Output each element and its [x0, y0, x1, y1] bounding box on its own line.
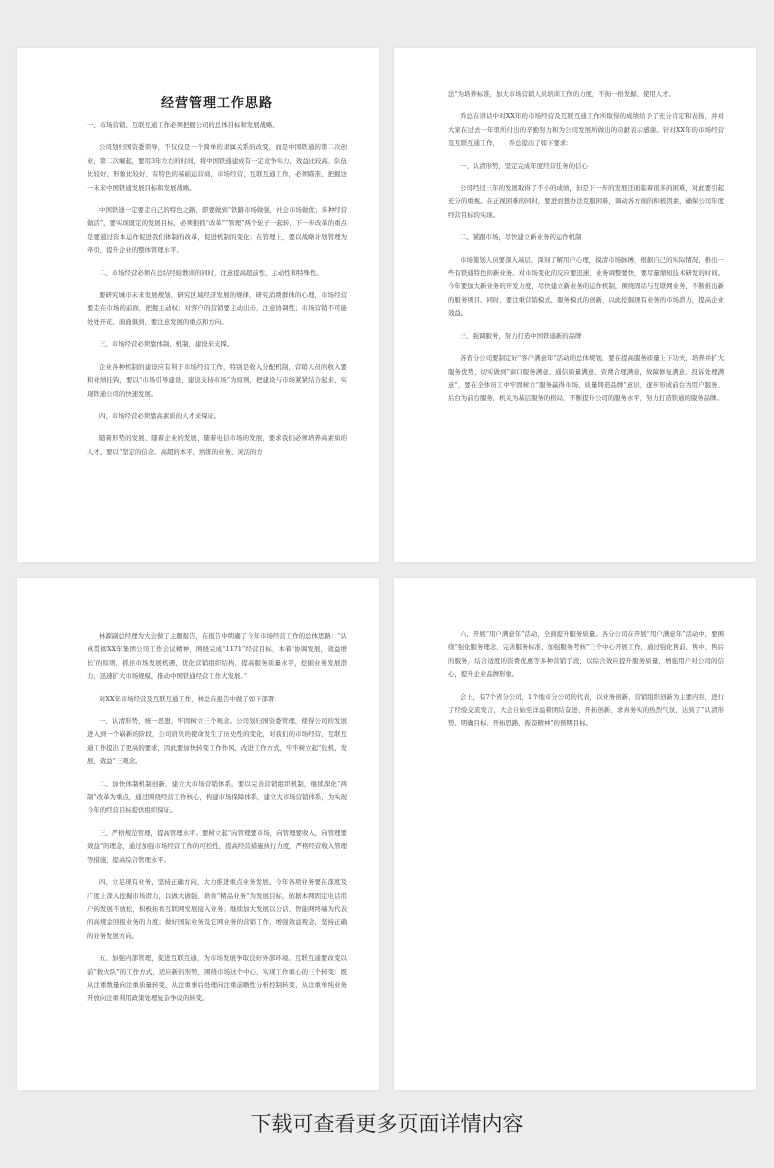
paragraph: 乔总在讲话中对XX年的市场经营及互联互通工作所取得的成绩给予了充分肯定和表扬，并对大家在过去一年里所付出的辛勤努力和为公司发展所做出的贡献表示感谢。针对XX年的市场经营及互联互通工作， 乔总提出了如下要求： — [448, 112, 724, 148]
paragraph: 要研究城市未来发展规划，研究区域经济发展的规律，研究消费群体的心理，市场经营要走在市场的前面，把握主动权；对客户的营销要主动出击，注意协调性；市场营销不可能处处开花、面面俱到，要注意发展的重点和方向。 — [87, 291, 347, 326]
document-page-3 — [17, 578, 379, 1090]
download-more-prompt[interactable]: 下载可查看更多页面详情内容 — [250, 1112, 524, 1136]
paragraph: 一、市场营销、互联互通工作必须把握公司的总体目标和发展战略。 — [87, 121, 279, 129]
paragraph: 六、开展“用户满意年”活动，全面提升服务质量。各分公司在开展“用户满意年”活动中，要围绕“强化服务理念、完善服务标准、加强服务考核”三个中心开展工作，通过强化售前、售中、售后的服务，结合适度的资费优惠等多种营销手段，以综合效应提升服务质量，增强用户对公司的信心，提升企业品牌形象。 — [448, 630, 724, 679]
paragraph: 各省分公司要制定好“客户满意年”活动的总体规划，要在提高服务质量上下功夫，培养并扩大服务优势，切实做到“窗口服务满意、通信质量满意、资费合理满意，故障修复满意、投诉处理满意”，要在全体员工中牢固树立“服务赢得市场、质量铸造品牌”意识，逐步形成前台为用户服务、后台为前台服务，机关为基层服务的格局，不断提升公司的服务水平，努力打造铁通的服务品牌。 — [448, 354, 724, 403]
paragraph: 四、立足现有业务，坚持正确方向，大力推进重点业务发展。今年各项业务要在深度及广度上深入挖掘市场潜力，以做大做强、培育“精品业务”为发展目标，依据本网固定电话用户的发展不放松，积极拓育互联网发展接入业务；继续加大发展以公话、智能网终端为代表的高规金回报业务的力度；做好国际业务及它网业务的营销工作，增强效益观念，坚持正确的业务发展方向。 — [87, 878, 347, 940]
paragraph: 对XX年市场经营及互联互通工作，林总在报告中做了如下部署： — [99, 694, 281, 703]
paragraph: 市场策划人员要深入基层，深刻了解用户心理，摸清市场脉搏，根据自己的实际情况，推出一些有铁通特色的新业务。对市场变化的反应要迅速，业务调整要快，要尽量缩短技术研发的时间。今年要加大新业务的开发力度，尽快建立新业务的运作机制，围绕固话与互联网业务，不断推出新的服务项目。同时，要注重营销模式，服务模式的创新，以此挖掘现有业务的市场潜力，提高企业效益。 — [448, 255, 724, 318]
paragraph: 随着形势的发展、随着企业的发展、随着电信市场的发展，要求我们必须培养高素质的人才。要以“坚定的信念、高超的本平、熟练的业务、灵活的方 — [87, 434, 347, 456]
document-page-1 — [17, 48, 379, 562]
paragraph: 会上，有7个省分公司，1个地市分公司的代表，以业务创新、营销组织创新为主要内容，进行了经验交流发言，大会自始至洋溢着团结奋进、开拓创新、求真务实的热烈气氛，达到了“认清形势、明确目标、开拓思路、振奋精神”的预期目标。 — [448, 692, 724, 728]
section-heading: 二、紧跟市场，尽快建立新业务的运作机制 — [460, 233, 582, 242]
document-page-4 — [394, 578, 756, 1090]
section-heading: 一、认清形势，坚定完成年度经营任务的信心 — [460, 161, 588, 170]
section-heading: 三、强调服务，努力打造中国铁通新的品牌 — [460, 331, 582, 340]
section-heading: 三、市场经营必须靠体制、机制、建设来支撑。 — [99, 340, 234, 349]
paragraph: 林源副总经理为大会做了主题报告，在报告中明确了今年市场经营工作的总体思路：“认真贯彻XX年集团公司工作会议精神，围绕完成“1171”经营目标，本着‘协调发展，效益增长’的原则，抓住市场发展机遇，优化营销组织结构，提高服务质量水平，挖掘业务发展潜力，迅速扩大市场规模，推动中国铁通经营工作大发展。” — [87, 632, 347, 681]
paragraph: 一、认清形势，统一思想，牢固树立三个观念。公司划归国资委管理，使得公司的发展进入到一个崭新的阶段，公司肩负的使命发生了历史性的变化，对我们的市场经营、互联互通工作提出了更高的要求，因此要加快转变工作作风，改进工作方式，牢牢树立起“危机、发展、效益”三观念。 — [87, 717, 347, 766]
paragraph: 公司划归国资委领导，不仅仅是一个简单的隶属关系的改变，而是中国铁通的第二次创业，第二次崛起，要用3年左右的时间，将中国铁通建成有一定竞争实力、效益比较高、队伍比较好、形象比较好、有特色的基础运营商，市场经营、互联互通工作，必须瞄准、把握这一未来中国铁通发展目标和发展战略。 — [87, 143, 347, 192]
paragraph: 二、加快体制机制创新，建立大市场营销体系。要以完善营销组织机制，继续深化“两制”改革为重点，通过围绕经营工作核心，构建市场保障体系，建立大市场营销体系，为实现今年的经营目标提供组织保证。 — [87, 779, 347, 815]
document-page-2 — [394, 48, 756, 562]
document-title: 经营管理工作思路 — [160, 96, 273, 111]
section-heading: 四、市场经营必须靠高素质的人才来保证。 — [99, 411, 221, 420]
paragraph: 三、严格规范管理，提高管理水平。要树立起“向管理要市场，向管理要收入，向管理要效益”的理念，通过加强市场经营工作的可控性，提高经营措施执行力度，严格经营收入管理等措施，提高综合管理水平。 — [87, 828, 347, 864]
paragraph: 公司经过三年的发展取得了不小的成绩，但是下一步的发展还面临着很多的困难，对此要引起充分的重视。在正视困难的同时，要进而想办法克服困难，调动各方面的积极因素，确保公司年度经营目标的实现。 — [448, 184, 724, 219]
paragraph: 企业各种机制的建设应有利于市场经营工作，特别是收入分配机制，营销人员的收入要和业绩挂钩，要以“市场引导建设，建设支持市场”为原则，把建设与市场紧紧结合起来，实现铁通公司的快速发展。 — [87, 362, 347, 398]
paragraph: 中国铁通一定要走自己的特色之路，即要做到“铁路市场做强，社会市场做优；多种经营做活”，要实现既定的发展目标，必须狠抓“改革”“管理”两个轮子一起转，下一步改革的重点是要通过资本运作促进我们体制的改革，促进机制的变化；在管理上，要以战略计划管理为牵引，提升企业的整体管理水平。 — [87, 206, 347, 255]
paragraph: 法”为培养标准，加大市场营销人员培训工作的力度，不拘一格发掘、使用人才。 — [448, 90, 675, 98]
section-heading: 二、市场经营必须在总结经验教训的同时，注意提高超前性、主动性和特殊性。 — [99, 268, 323, 277]
paragraph: 五、加强内部管理，促进互联互通，为市场发展争取良好外部环境。互联互通要改变以前“救火队”的工作方式，适应新的形势，围绕市场这个中心，实现工作重心的三个转变：既从注重数量向注重质量转变、从注重事后处理向注重前瞻性分析控制转变、从注重单纯业务开放向注重利用政策处理复杂争议的转变。 — [87, 954, 347, 1003]
